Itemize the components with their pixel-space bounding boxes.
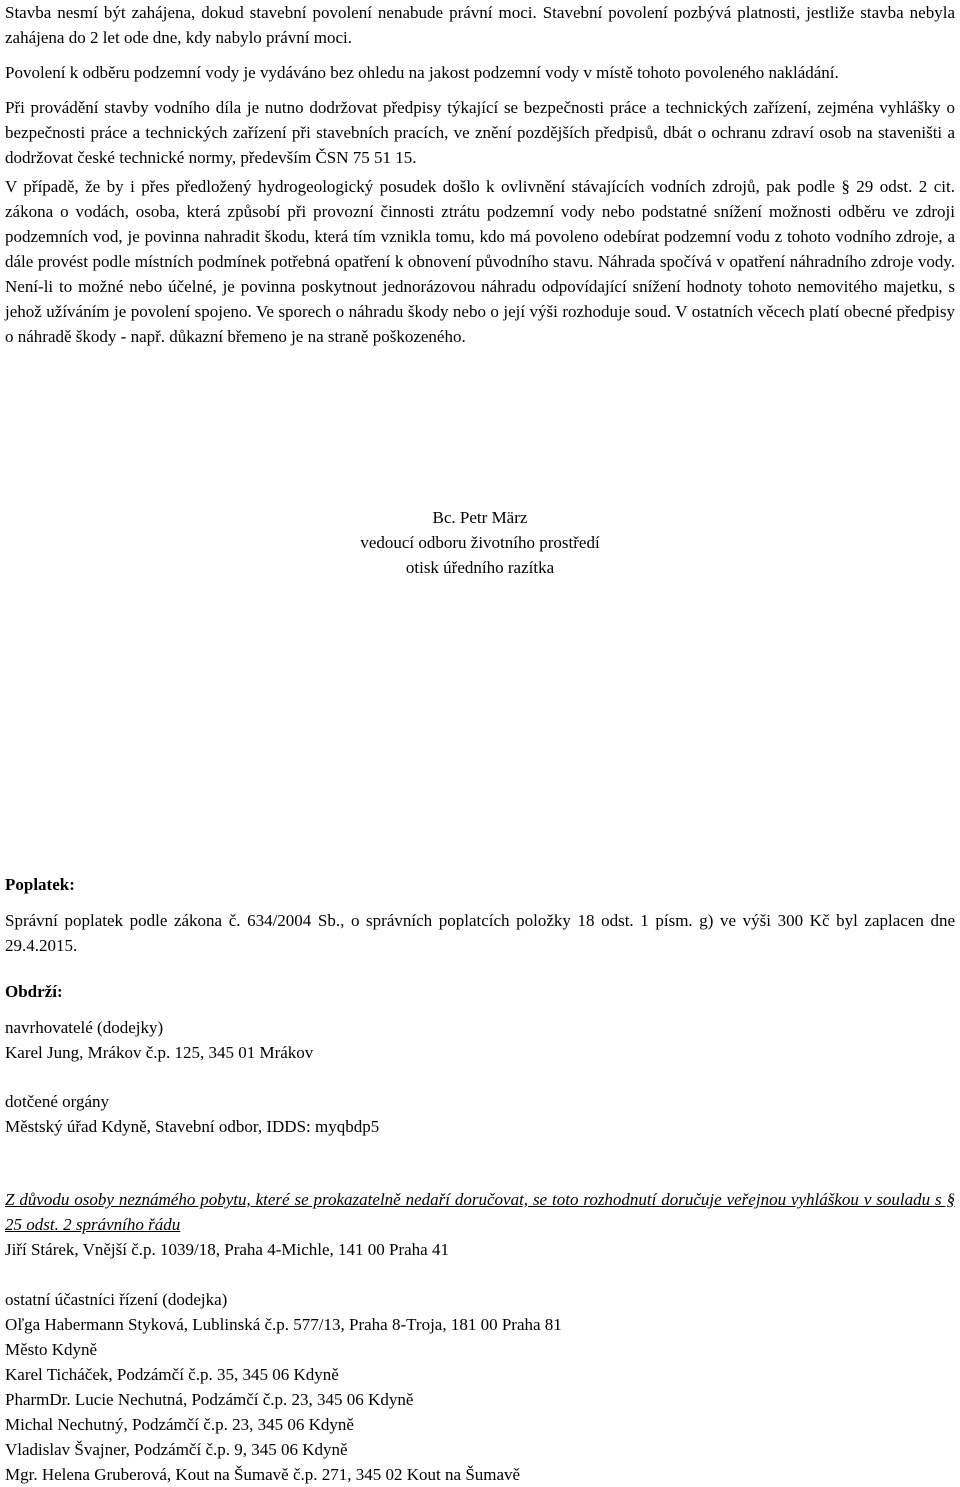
authority-item: Městský úřad Kdyně, Stavební odbor, IDDS: myqbdp5 bbox=[5, 1117, 380, 1136]
signature-block bbox=[5, 505, 955, 580]
document-page bbox=[5, 0, 955, 1484]
fee-text: Správní poplatek podle zákona č. 634/2004 Sb., o správních poplatcích položky 18 odst. 1 písm. g) ve výši 300 Kč byl zaplacen dne 29.4.2015. bbox=[5, 911, 955, 955]
other-participant: Město Kdyně bbox=[5, 1340, 98, 1359]
paragraph-safety-rules: Při provádění stavby vodního díla je nutno dodržovat předpisy týkající se bezpečnosti práce a technických zařízení, zejména vyhlášky o bezpečnosti práce a technických zařízení při stavebních pracích, ve znění pozdějších předpisů, dbát o ochranu zdraví osob na staveništi a dodržovat české technické normy, především ČSN 75 51 15. bbox=[5, 98, 955, 167]
other-participant: Karel Ticháček, Podzámčí č.p. 35, 345 06 Kdyně bbox=[5, 1365, 339, 1384]
applicants-label: navrhovatelé (dodejky) bbox=[5, 1018, 164, 1037]
other-participant: PharmDr. Lucie Nechutná, Podzámčí č.p. 23, 345 06 Kdyně bbox=[5, 1390, 414, 1409]
unknown-person-item: Jiří Stárek, Vnější č.p. 1039/18, Praha 4-Michle, 141 00 Praha 41 bbox=[5, 1240, 449, 1259]
others-label: ostatní účastníci řízení (dodejka) bbox=[5, 1290, 228, 1309]
paragraph-groundwater-permit: Povolení k odběru podzemní vody je vydáváno bez ohledu na jakost podzemní vody v místě tohoto povoleného nakládání. bbox=[5, 63, 839, 82]
other-participant: Oľga Habermann Styková, Lublinská č.p. 577/13, Praha 8-Troja, 181 00 Praha 81 bbox=[5, 1315, 562, 1334]
authorities-label: dotčené orgány bbox=[5, 1092, 110, 1111]
other-participant: Vladislav Švajner, Podzámčí č.p. 9, 345 06 Kdyně bbox=[5, 1440, 348, 1459]
applicant-item: Karel Jung, Mrákov č.p. 125, 345 01 Mrákov bbox=[5, 1043, 314, 1062]
signatory-role: vedoucí odboru životního prostředí bbox=[360, 533, 600, 552]
public-notice: Z důvodu osoby neznámého pobytu, které se prokazatelně nedaří doručovat, se toto rozhodnutí doručuje veřejnou vyhláškou v souladu s § 25 odst. 2 správního řádu bbox=[5, 1190, 955, 1234]
other-participant: Mgr. Helena Gruberová, Kout na Šumavě č.p. 271, 345 02 Kout na Šumavě bbox=[5, 1465, 521, 1484]
distribution-section bbox=[5, 872, 955, 1487]
stamp-note: otisk úředního razítka bbox=[405, 558, 555, 577]
paragraph-damage-compensation: V případě, že by i přes předložený hydrogeologický posudek došlo k ovlivnění stávajících vodních zdrojů, pak podle § 29 odst. 2 cit. zákona o vodách, osoba, která způsobí při provozní činnosti ztrátu podzemní vody nebo podstatné snížení možnosti odběru ve zdroji podzemních vod, je povinna nahradit škodu, která tím vznikla tomu, kdo má povoleno odebírat podzemní vodu z tohoto vodního zdroje, a dále provést podle místních podmínek potřebná opatření k obnovení původního stavu. Náhrada spočívá v opatření náhradního zdroje vody. Není-li to možné nebo účelné, je povinna poskytnout jednorázovou náhradu odpovídající snížení hodnoty tohoto nemovitého majetku, s jehož užíváním je povolení spojeno. Ve sporech o náhradu škody nebo o její výši rozhoduje soud. V ostatních věcech platí obecné předpisy o náhradě škody - např. důkazní břemeno je na straně poškozeného. bbox=[5, 177, 955, 346]
other-participant: Michal Nechutný, Podzámčí č.p. 23, 345 06 Kdyně bbox=[5, 1415, 354, 1434]
signatory-name: Bc. Petr März bbox=[432, 508, 528, 527]
fee-heading: Poplatek: bbox=[5, 875, 75, 894]
paragraph-building-permit: Stavba nesmí být zahájena, dokud stavební povolení nenabude právní moci. Stavební povolení pozbývá platnosti, jestliže stavba nebyla zahájena do 2 let ode dne, kdy nabylo právní moci. bbox=[5, 3, 955, 47]
recipients-heading: Obdrží: bbox=[5, 982, 63, 1001]
